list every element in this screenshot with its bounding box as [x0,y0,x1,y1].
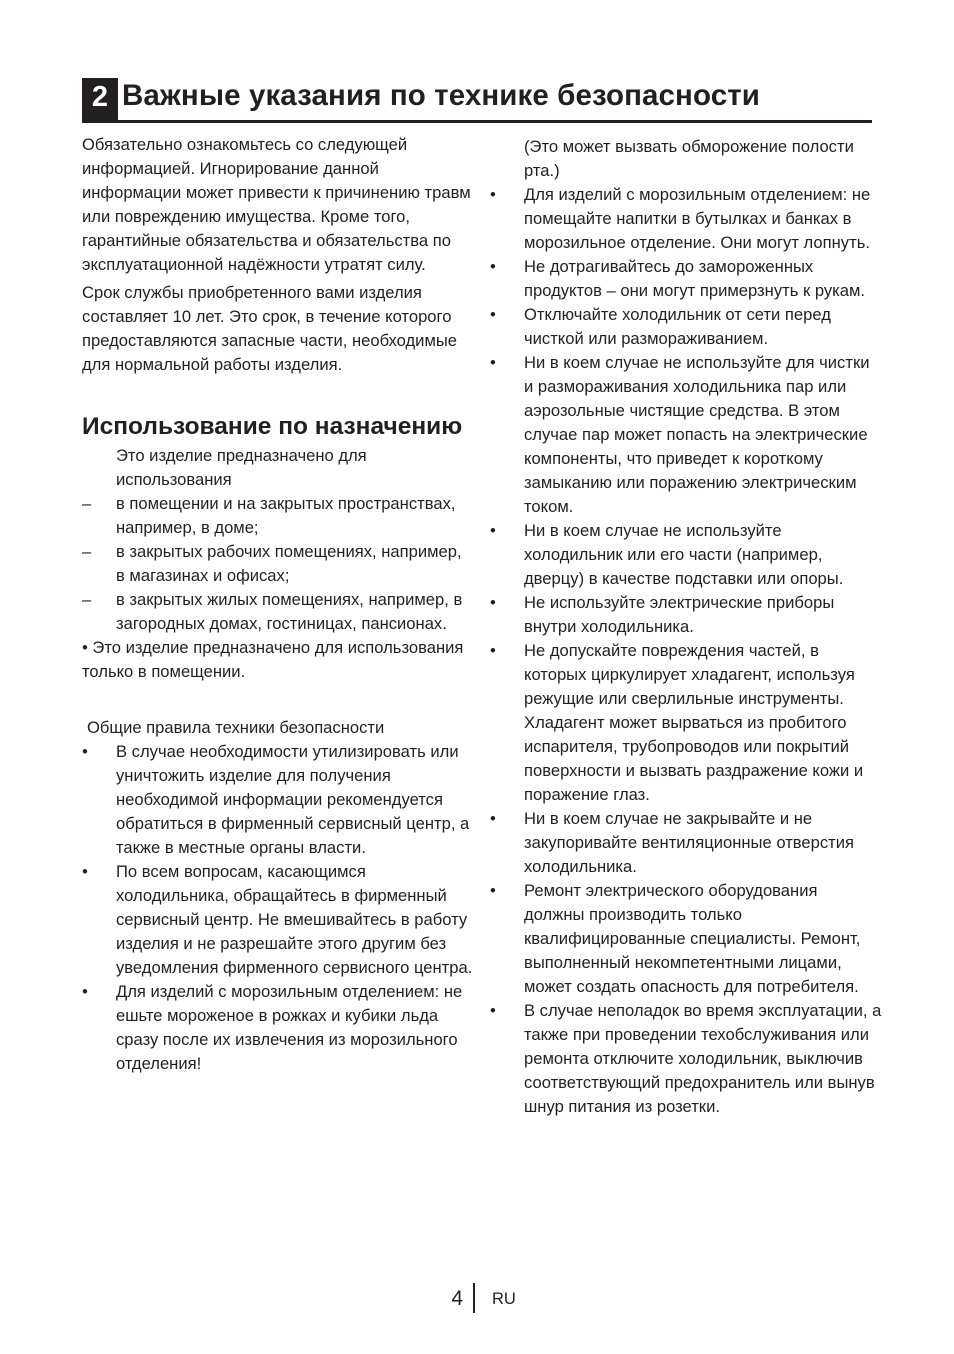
list-item-text: По всем вопросам, касающимся холодильника, обращайтесь в фирменный сервисный центр. Не вмешивайтесь в работу изделия и не разрешайте этого другим без уведомления фирменного сервисного центра. [116,862,473,977]
bullet-marker: • [490,305,496,324]
dash-marker: – [82,494,92,513]
list-item [82,860,474,980]
list-item [82,492,474,540]
bullet-marker: • [490,881,496,900]
page-number: 4 [451,1287,463,1310]
continuation-text: (Это может вызвать обморожение полости рта.) [524,137,854,180]
bullet-marker: • [490,257,496,276]
list-item-text: Для изделий с морозильным отделением: не ешьте мороженое в рожках и кубики льда сразу после их извлечения из морозильного отделения! [116,982,463,1073]
intended-use-heading: Использование по назначению [82,413,463,440]
list-item [490,351,882,519]
bullet-marker: • [490,353,496,372]
bullet-marker: • [490,1001,496,1020]
list-item [82,588,474,636]
list-item [490,591,882,639]
general-rules-list [82,740,474,1076]
list-item [490,807,882,879]
list-item-text: В случае необходимости утилизировать или уничтожить изделие для получения необходимой информации рекомендуется обратиться в фирменный сервисный центр, а также в местные органы власти. [116,742,470,857]
intended-use-lead: Это изделие предназначено для использования [116,446,367,489]
dash-marker: – [82,542,92,561]
list-item-text: в закрытых жилых помещениях, например, в загородных домах, гостиницах, пансионах. [116,590,463,633]
list-item [82,540,474,588]
list-item [490,255,882,303]
chapter-header [82,78,872,123]
list-item [490,183,882,255]
list-item-text: в помещении и на закрытых пространствах, например, в доме; [116,494,456,537]
list-item-text: Для изделий с морозильным отделением: не помещайте напитки в бутылках и банках в морозильное отделение. Они могут лопнуть. [524,185,871,252]
safety-list [490,183,882,1119]
footer-divider [473,1283,475,1313]
general-rules-heading: Общие правила техники безопасности [87,718,385,737]
list-item-text: Не допускайте повреждения частей, в которых циркулирует хладагент, используя режущие или сверлильные инструменты. Хладагент может вырваться из пробитого испарителя, трубопроводов или покрытий поверхности и вызвать раздражение кожи и поражение глаз. [524,641,864,804]
bullet-marker: • [490,809,496,828]
indoor-use-note: • Это изделие предназначено для использования только в помещении. [82,638,464,681]
bullet-marker: • [490,641,496,660]
list-item-text: Ремонт электрического оборудования должны производить только квалифицированные специалисты. Ремонт, выполненный некомпетентными лицами, может создать опасность для потребителя. [524,881,861,996]
list-item [490,879,882,999]
chapter-title: Важные указания по технике безопасности [122,79,760,112]
list-item [490,303,882,351]
list-item-text: в закрытых рабочих помещениях, например, в магазинах и офисах; [116,542,462,585]
bullet-marker: • [490,521,496,540]
bullet-marker: • [490,185,496,204]
service-life-paragraph: Срок службы приобретенного вами изделия составляет 10 лет. Это срок, в течение которого предоставляются запасные части, необходимые для нормальной работы изделия. [82,283,458,374]
page-footer [0,1283,954,1315]
list-item-text: Отключайте холодильник от сети перед чисткой или размораживанием. [524,305,831,348]
list-item-text: Не используйте электрические приборы внутри холодильника. [524,593,835,636]
intro-paragraph: Обязательно ознакомьтесь со следующей информацией. Игнорирование данной информации может привести к причинению травм или повреждению имущества. Кроме того, гарантийные обязательства и обязательства по эксплуатационной надёжности утратят силу. [82,135,471,274]
bullet-marker: • [490,593,496,612]
bullet-marker: • [82,982,88,1001]
list-item-text: В случае неполадок во время эксплуатации, а также при проведении техобслуживания или ремонта отключите холодильник, выключив соответствующий предохранитель или вынув шнур питания из розетки. [524,1001,882,1116]
chapter-number: 2 [82,78,118,120]
bullet-marker: • [82,742,88,761]
list-item [490,999,882,1119]
dash-marker: – [82,590,92,609]
list-item [82,740,474,860]
list-item [490,519,882,591]
bullet-marker: • [82,862,88,881]
list-item-text: Ни в коем случае не используйте холодильник или его части (например, дверцу) в качестве подставки или опоры. [524,521,844,588]
list-item [490,639,882,807]
intended-use-list [82,492,474,636]
list-item-text: Не дотрагивайтесь до замороженных продуктов – они могут примерзнуть к рукам. [524,257,866,300]
list-item [82,980,474,1076]
language-code: RU [492,1290,516,1308]
left-column [82,133,474,1076]
list-item-text: Ни в коем случае не закрывайте и не закупоривайте вентиляционные отверстия холодильника. [524,809,855,876]
right-column [490,133,882,1119]
list-item-text: Ни в коем случае не используйте для чистки и размораживания холодильника пар или аэрозольные чистящие средства. В этом случае пар может попасть на электрические компоненты, что приведет к короткому замыканию или поражению электрическим током. [524,353,870,516]
